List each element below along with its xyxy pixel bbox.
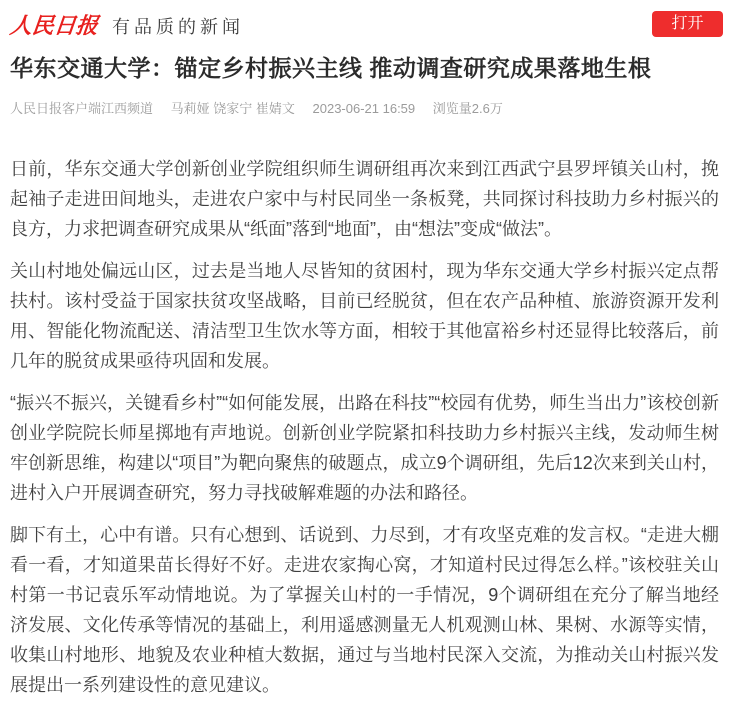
byline-authors: 马莉娅 饶家宁 崔婧文 xyxy=(170,101,295,116)
peoples-daily-logo: 人民日报 xyxy=(8,12,100,39)
article-body xyxy=(10,154,719,700)
app-banner xyxy=(10,0,719,38)
byline-datetime: 2023-06-21 16:59 xyxy=(312,101,416,116)
article-paragraph-2: 关山村地处偏远山区，过去是当地人尽皆知的贫困村，现为华东交通大学乡村振兴定点帮扶村。该村受益于国家扶贫攻坚战略，目前已经脱贫，但在农产品种植、旅游资源开发利用、智能化物流配送、清洁型卫生饮水等方面，相较于其他富裕乡村还显得比较落后，前几年的脱贫成果亟待巩固和发展。 xyxy=(10,261,719,371)
article-title: 华东交通大学：锚定乡村振兴主线 推动调查研究成果落地生根 xyxy=(10,55,652,81)
byline-view-count: 浏览量2.6万 xyxy=(432,101,503,116)
open-app-button[interactable]: 打开 xyxy=(652,11,723,37)
article-paragraph-4: 脚下有土，心中有谱。只有心想到、话说到、力尽到，才有攻坚克难的发言权。“走进大棚看一看，才知道果苗长得好不好。走进农家掏心窝，才知道村民过得怎么样。”该校驻关山村第一书记袁乐军动情地说。为了掌握关山村的一手情况，9个调研组在充分了解当地经济发展、文化传承等情况的基础上，利用遥感测量无人机观测山林、果树、水源等实情，收集山村地形、地貌及农业种植大数据，通过与当地村民深入交流，为推动关山村振兴发展提出一系列建设性的意见建议。 xyxy=(10,525,719,695)
banner-tagline: 有品质的新闻 xyxy=(112,16,245,37)
article-paragraph-3: “振兴不振兴，关键看乡村”“如何能发展，出路在科技”“校园有优势，师生当出力”该校创新创业学院院长师星掷地有声地说。创新创业学院紧扣科技助力乡村振兴主线，发动师生树牢创新思维，构建以“项目”为靶向聚焦的破题点，成立9个调研组，先后12次来到关山村，进村入户开展调查研究，努力寻找破解难题的办法和路径。 xyxy=(10,393,719,503)
byline-source: 人民日报客户端江西频道 xyxy=(10,101,154,116)
brand-block xyxy=(10,9,244,40)
byline xyxy=(10,100,719,118)
article-paragraph-1: 日前，华东交通大学创新创业学院组织师生调研组再次来到江西武宁县罗坪镇关山村，挽起袖子走进田间地头，走进农户家中与村民同坐一条板凳，共同探讨科技助力乡村振兴的良方，力求把调查研究成果从“纸面”落到“地面”，由“想法”变成“做法”。 xyxy=(10,159,719,239)
